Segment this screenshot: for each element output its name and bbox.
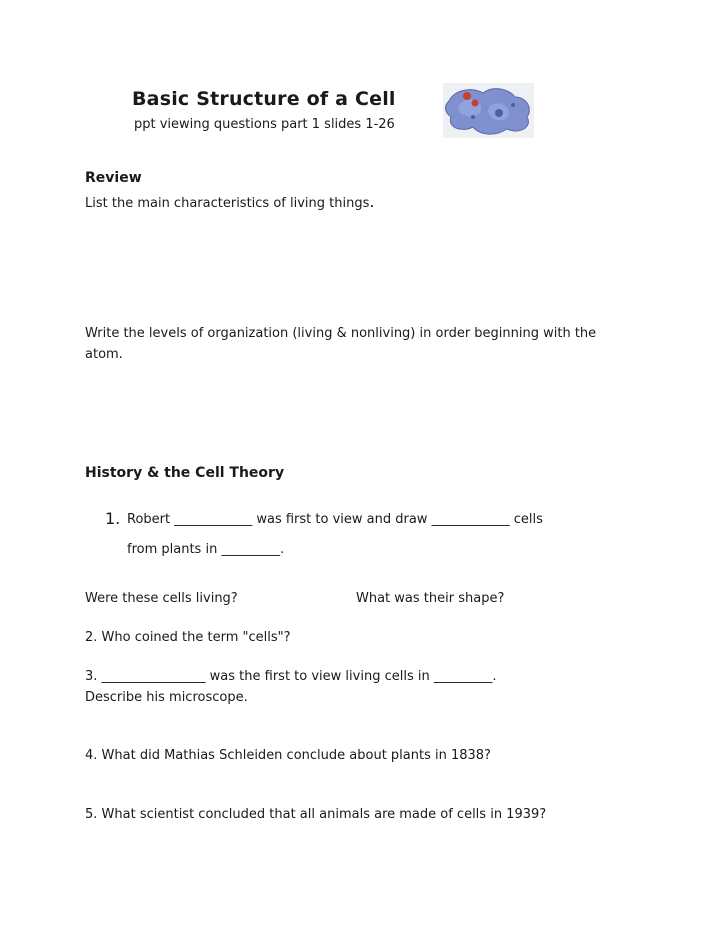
question-1-shape: What was their shape? xyxy=(356,591,505,606)
history-heading: History & the Cell Theory xyxy=(85,465,285,481)
question-3-line2: Describe his microscope. xyxy=(85,690,248,705)
question-1-line1: Robert ____________ was first to view and draw ____________ cells xyxy=(127,512,543,527)
question-characteristics xyxy=(85,192,374,211)
page-subtitle: ppt viewing questions part 1 slides 1-26 xyxy=(134,117,395,132)
question-levels-line2: atom. xyxy=(85,347,123,362)
cell-image xyxy=(443,83,534,138)
question-1-line2: from plants in _________. xyxy=(127,542,285,557)
question-2: 2. Who coined the term "cells"? xyxy=(85,630,291,645)
question-5: 5. What scientist concluded that all animals are made of cells in 1939? xyxy=(85,807,547,822)
page-title: Basic Structure of a Cell xyxy=(132,88,396,110)
question-characteristics-period: . xyxy=(369,192,375,211)
question-1-number: 1. xyxy=(105,509,121,528)
question-3-line1: 3. ________________ was the first to view living cells in _________. xyxy=(85,669,497,684)
review-heading: Review xyxy=(85,170,142,186)
question-4: 4. What did Mathias Schleiden conclude about plants in 1838? xyxy=(85,748,491,763)
question-levels-line1: Write the levels of organization (living & nonliving) in order beginning with the xyxy=(85,326,597,341)
question-1-living: Were these cells living? xyxy=(85,591,238,606)
question-characteristics-text: List the main characteristics of living things xyxy=(85,196,370,211)
